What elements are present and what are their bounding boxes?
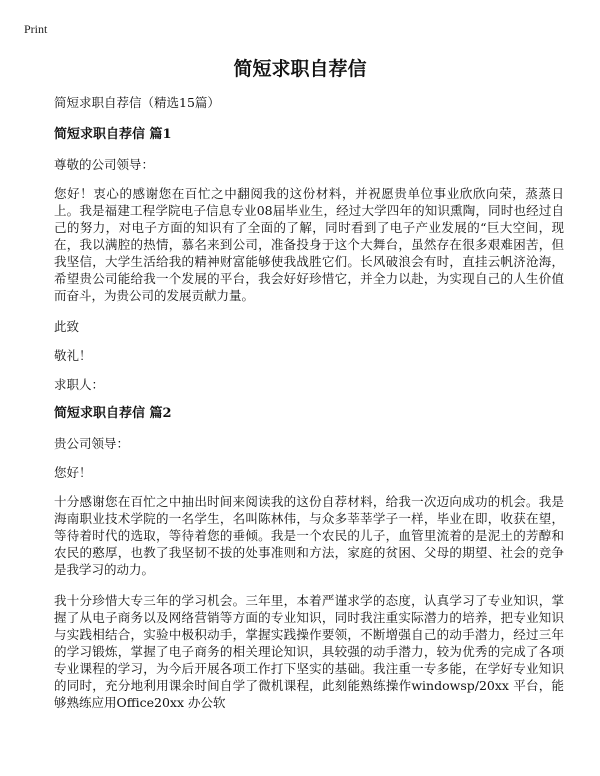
letter-section-2 [54, 405, 564, 711]
section-heading: 简短求职自荐信 篇2 [54, 406, 172, 421]
print-label[interactable]: Print [24, 22, 48, 36]
closing-line: 敬礼！ [54, 348, 92, 363]
document-title: 简短求职自荐信 [233, 58, 367, 80]
closing-line: 此致 [54, 319, 80, 334]
section-heading: 简短求职自荐信 篇1 [54, 127, 172, 142]
document-body [54, 94, 564, 725]
paragraph: 我十分珍惜大专三年的学习机会。三年里，本着严谨求学的态度，认真学习了专业知识，掌握了从电子商务以及网络营销等方面的专业知识，同时我注重实际潜力的培养，把专业知识与实践相结合，实验中极积动手，掌握实践操作要领，不断增强自己的动手潜力，经过三年的学习锻炼，掌握了电子商务的相关理论知识，具较强的动手潜力，较为优秀的完成了各项专业课程的学习，为今后开展各项工作打下坚实的基础。我注重一专多能，在学好专业知识的同时，充分地利用课余时间自学了微机课程，此刻能熟练操作windowsp/20xx 平台，能够熟练应用Office20xx 办公软 [54, 593, 564, 710]
document-subtitle: 简短求职自荐信（精选15篇） [54, 95, 220, 110]
salutation: 贵公司领导： [54, 436, 130, 451]
paragraph: 您好！衷心的感谢您在百忙之中翻阅我的这份材料，并祝愿贵单位事业欣欣向荣，蒸蒸日上。我是福建工程学院电子信息专业08届毕业生，经过大学四年的知识熏陶，同时也经过自己的努力，对电子方面的知识有了全面的了解，同时看到了电子产业发展的“巨大空间，现在，我以满腔的热情，慕名来到公司，准备投身于这个大舞台，虽然存在很多艰难困苦，但我坚信，大学生活给我的精神财富能够使我战胜它们。长风破浪会有时，直挂云帆济沧海，希望贵公司能给我一个发展的平台，我会好好珍惜它，并全力以赴，为实现自己的人生价值而奋斗，为贵公司的发展贡献力量。 [54, 186, 564, 303]
greeting: 您好！ [54, 465, 92, 480]
paragraph: 十分感谢您在百忙之中抽出时间来阅读我的这份自荐材料，给我一次迈向成功的机会。我是海南职业技术学院的一名学生，名叫陈林伟，与众多莘莘学子一样，毕业在即，收获在望，等待着时代的选取，等待着您的垂倾。我是一个农民的儿子，血管里流着的是泥土的芳醇和农民的憨厚，也教了我坚韧不拔的处事准则和方法，家庭的贫困、父母的期望、社会的竞争是我学习的动力。 [54, 494, 564, 577]
letter-section-1 [54, 126, 564, 393]
signature-line: 求职人： [54, 377, 105, 392]
salutation: 尊敬的公司领导： [54, 157, 155, 172]
